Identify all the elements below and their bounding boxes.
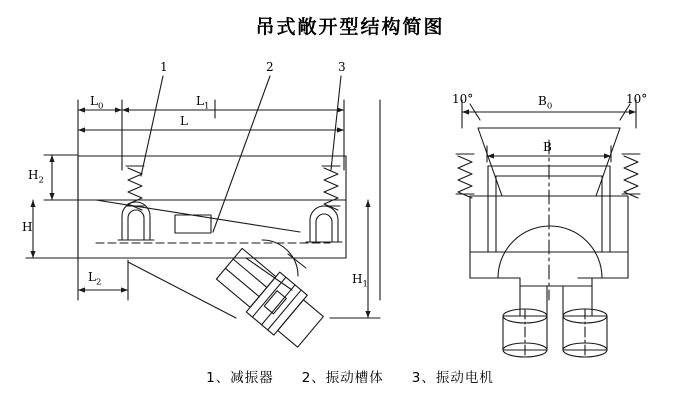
callout-3: 3: [338, 60, 346, 74]
legend-item: 2、振动槽体: [301, 370, 384, 386]
dimension-b0: $B_0$: [538, 94, 553, 112]
dimension-h: H: [22, 220, 33, 234]
legend-item: 3、振动电机: [411, 370, 494, 386]
angle-left: 10°: [452, 92, 474, 106]
dimension-l2: $L_2$: [88, 270, 102, 288]
callout-2: 2: [266, 60, 274, 74]
page-title: 吊式敞开型结构简图: [255, 16, 445, 38]
dimension-h2: $H_2$: [28, 168, 44, 186]
angle-right: 10°: [626, 92, 648, 106]
callout-1: 1: [160, 60, 168, 74]
legend-item: 1、减振器: [206, 370, 274, 386]
dimension-l: L: [180, 114, 188, 128]
dimension-b: B: [543, 140, 552, 154]
dimension-l1: $L_1$: [196, 94, 210, 112]
dimension-h1: $H_1$: [352, 272, 368, 290]
dimension-l0: $L_0$: [90, 94, 104, 112]
legend: [0, 366, 700, 386]
